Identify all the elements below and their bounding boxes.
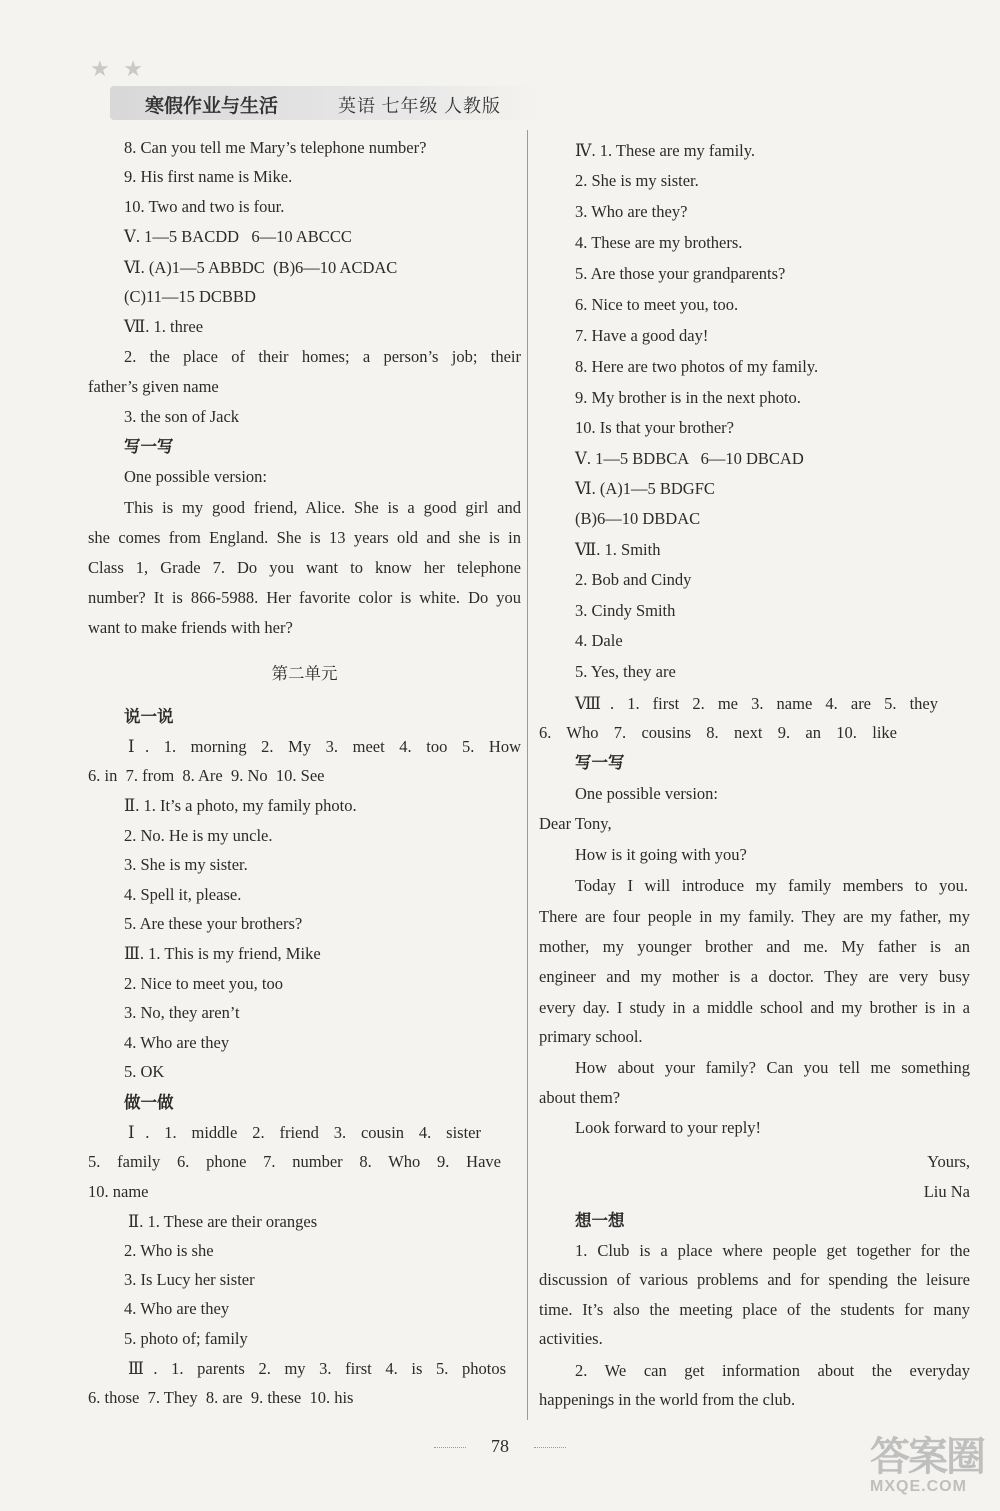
essay-line: This is my good friend, Alice. She is a good girl and bbox=[124, 498, 521, 517]
essay-line: primary school. bbox=[539, 1027, 643, 1046]
page-header bbox=[90, 56, 540, 120]
section-heading: 做一做 bbox=[124, 1093, 174, 1112]
answer-line: 3. She is my sister. bbox=[124, 855, 248, 874]
star-decoration-icon: ★ ★ bbox=[90, 56, 147, 81]
essay-line: she comes from England. She is 13 years old and she is in bbox=[88, 528, 521, 547]
answer-line: Ⅲ. 1. parents 2. my 3. first 4. is 5. photos bbox=[128, 1359, 506, 1378]
answer-line: 2. She is my sister. bbox=[575, 171, 699, 190]
answer-line: 2. Bob and Cindy bbox=[575, 570, 692, 589]
answer-line: 5. Are those your grandparents? bbox=[575, 264, 786, 283]
answer-line: 3. the son of Jack bbox=[124, 407, 240, 426]
answer-line: 3. Is Lucy her sister bbox=[124, 1270, 255, 1289]
section-heading: 写一写 bbox=[575, 753, 625, 772]
column-divider bbox=[527, 130, 528, 1420]
book-subtitle: 英语 七年级 人教版 bbox=[338, 96, 501, 116]
section-heading: 写一写 bbox=[124, 437, 174, 456]
essay-line: How is it going with you? bbox=[575, 845, 747, 864]
answer-line: Ⅴ. 1—5 BACDD 6—10 ABCCC bbox=[124, 227, 352, 246]
answer-line: 3. Cindy Smith bbox=[575, 601, 676, 620]
answer-line: activities. bbox=[539, 1329, 603, 1348]
answer-line: Ⅲ. 1. This is my friend, Mike bbox=[124, 944, 321, 963]
section-heading: 说一说 bbox=[124, 707, 174, 726]
answer-line: 3. No, they aren’t bbox=[124, 1003, 240, 1022]
answer-line: 2. the place of their homes; a person’s job; their bbox=[124, 347, 521, 366]
answer-line: time. It’s also the meeting place of the students for many bbox=[539, 1300, 970, 1319]
answer-line: 4. These are my brothers. bbox=[575, 233, 743, 252]
answer-line: 2. No. He is my uncle. bbox=[124, 826, 273, 845]
answer-line: 2. Nice to meet you, too bbox=[124, 974, 284, 993]
answer-line: Ⅶ. 1. Smith bbox=[575, 540, 661, 559]
page-number: 78 bbox=[470, 1436, 530, 1457]
essay-line: mother, my younger brother and me. My father is an bbox=[539, 937, 970, 956]
letter-signature: Liu Na bbox=[923, 1182, 970, 1201]
watermark-text: 答案圈 bbox=[870, 1435, 984, 1479]
essay-line: about them? bbox=[539, 1088, 621, 1107]
answer-line: Ⅱ. 1. These are their oranges bbox=[128, 1212, 318, 1231]
answer-line: 5. Yes, they are bbox=[575, 662, 676, 681]
answer-line: Ⅳ. 1. These are my family. bbox=[575, 141, 756, 160]
essay-line: Class 1, Grade 7. Do you want to know her telephone bbox=[88, 558, 521, 577]
answer-line: 5. photo of; family bbox=[124, 1329, 248, 1348]
answer-line: happenings in the world from the club. bbox=[539, 1390, 796, 1409]
answer-line: father’s given name bbox=[88, 377, 219, 396]
answer-line: 6. those 7. They 8. are 9. these 10. his bbox=[88, 1388, 354, 1407]
answer-line: 6. in 7. from 8. Are 9. No 10. See bbox=[88, 766, 325, 785]
answer-line: Ⅷ. 1. first 2. me 3. name 4. are 5. they bbox=[575, 694, 938, 713]
answer-line: 4. Who are they bbox=[124, 1299, 230, 1318]
essay-line: number? It is 866-5988. Her favorite color is white. Do you bbox=[88, 588, 521, 607]
answer-line: 10. name bbox=[88, 1182, 149, 1201]
answer-line: Ⅵ. (A)1—5 ABBDC (B)6—10 ACDAC bbox=[124, 258, 398, 277]
answer-line: (B)6—10 DBDAC bbox=[575, 509, 701, 528]
answer-line: 5. family 6. phone 7. number 8. Who 9. Have bbox=[88, 1152, 501, 1171]
essay-line: engineer and my mother is a doctor. They are very busy bbox=[539, 967, 970, 986]
answer-line: One possible version: bbox=[124, 467, 267, 486]
answer-line: 6. Who 7. cousins 8. next 9. an 10. like bbox=[539, 723, 897, 742]
answer-line: Ⅵ. (A)1—5 BDGFC bbox=[575, 479, 715, 498]
essay-line: There are four people in my family. They are my father, my bbox=[539, 907, 970, 926]
essay-line: want to make friends with her? bbox=[88, 618, 293, 637]
answer-line: 5. OK bbox=[124, 1062, 165, 1081]
answer-line: 2. Who is she bbox=[124, 1241, 214, 1260]
essay-line: How about your family? Can you tell me something bbox=[575, 1058, 970, 1077]
watermark-url: MXQE.COM bbox=[870, 1478, 967, 1495]
answer-line: Ⅶ. 1. three bbox=[124, 317, 204, 336]
unit-title: 第二单元 bbox=[271, 664, 338, 683]
answer-line: 8. Here are two photos of my family. bbox=[575, 357, 819, 376]
answer-line: 4. Dale bbox=[575, 631, 623, 650]
essay-line: Today I will introduce my family members to you. bbox=[575, 876, 968, 895]
answer-line: 3. Who are they? bbox=[575, 202, 688, 221]
answer-line: 10. Is that your brother? bbox=[575, 418, 734, 437]
answer-line: 1. Club is a place where people get together for the bbox=[575, 1241, 970, 1260]
answer-line: 8. Can you tell me Mary’s telephone number? bbox=[124, 138, 427, 157]
letter-closing: Yours, bbox=[927, 1152, 970, 1171]
letter-salutation: Dear Tony, bbox=[539, 814, 612, 833]
section-heading: 想一想 bbox=[575, 1211, 625, 1230]
answer-line: 7. Have a good day! bbox=[575, 326, 709, 345]
answer-line: Ⅰ. 1. middle 2. friend 3. cousin 4. sister bbox=[128, 1123, 481, 1142]
answer-line: 2. We can get information about the everyday bbox=[575, 1361, 970, 1380]
essay-line: Look forward to your reply! bbox=[575, 1118, 762, 1137]
answer-line: 9. My brother is in the next photo. bbox=[575, 388, 801, 407]
book-title: 寒假作业与生活 bbox=[145, 96, 279, 117]
answer-line: (C)11—15 DCBBD bbox=[124, 287, 256, 306]
answer-line: 4. Who are they bbox=[124, 1033, 230, 1052]
essay-line: every day. I study in a middle school and my brother is in a bbox=[539, 998, 970, 1017]
answer-line: Ⅰ. 1. morning 2. My 3. meet 4. too 5. How bbox=[128, 737, 521, 756]
watermark-logo bbox=[870, 1436, 990, 1506]
answer-line: 5. Are these your brothers? bbox=[124, 914, 303, 933]
answer-line: Ⅴ. 1—5 BDBCA 6—10 DBCAD bbox=[575, 449, 804, 468]
answer-line: One possible version: bbox=[575, 784, 718, 803]
answer-line: 9. His first name is Mike. bbox=[124, 167, 293, 186]
answer-line: discussion of various problems and for spending the leisure bbox=[539, 1270, 970, 1289]
answer-line: Ⅱ. 1. It’s a photo, my family photo. bbox=[124, 796, 357, 815]
answer-line: 4. Spell it, please. bbox=[124, 885, 242, 904]
answer-line: 10. Two and two is four. bbox=[124, 197, 285, 216]
answer-line: 6. Nice to meet you, too. bbox=[575, 295, 739, 314]
